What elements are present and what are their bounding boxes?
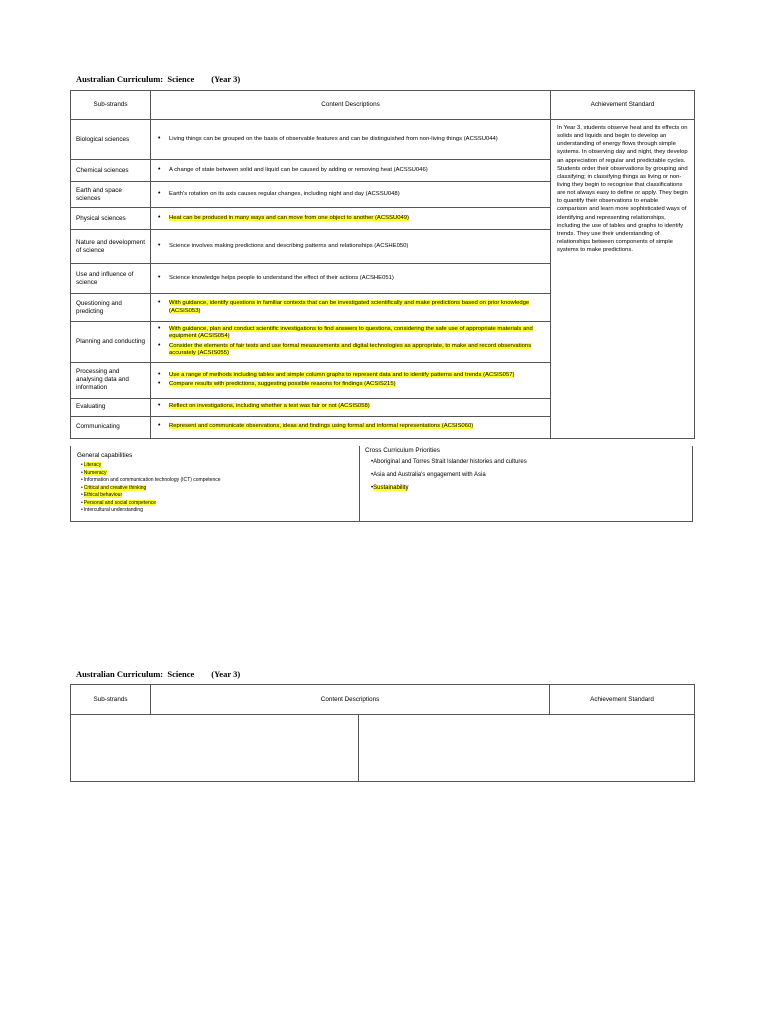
sub-strand-cell: Questioning and predicting (71, 294, 151, 322)
sub-strand-cell: Communicating (71, 416, 151, 438)
content-description-text: A change of state between solid and liquid can be caused by adding or removing heat (ACSSU046) (169, 166, 428, 173)
list-item-text: Literacy (83, 462, 102, 468)
content-description-text: Use a range of methods including tables and simple column graphs to represent data and to identify patterns and trends (ACSIS057) (169, 371, 515, 378)
content-description-text: Living things can be grouped on the basis of observable features and can be distinguished from non-living things (ACSSU044) (169, 135, 498, 142)
content-description-item (156, 136, 545, 143)
sub-strand-cell: Biological sciences (71, 120, 151, 160)
header-content-descriptions: Content Descriptions (151, 91, 551, 120)
sub-strand-cell: Nature and development of science (71, 230, 151, 264)
list-item-text: Ethical behaviour (83, 492, 123, 498)
cross-curriculum-heading: Cross Curriculum Priorities (365, 447, 440, 454)
sub-strand-cell: Earth and space sciences (71, 182, 151, 208)
content-description-item (156, 300, 545, 315)
list-item (81, 492, 353, 500)
sub-strand-cell: Planning and conducting (71, 322, 151, 363)
list-item (371, 485, 685, 491)
list-item (371, 459, 685, 465)
content-description-text: Science involves making predictions and describing patterns and relationships (ACSHE050) (169, 242, 409, 249)
header-sub-strands: Sub-strands (71, 685, 151, 715)
header-sub-strands: Sub-strands (71, 91, 151, 120)
list-item (81, 462, 353, 470)
content-description-text: Represent and communicate observations, ideas and findings using formal and informal representations (ACSIS060) (169, 423, 474, 430)
list-item (81, 477, 353, 485)
content-description-item (156, 275, 545, 282)
content-description-text: Compare results with predictions, suggesting possible reasons for findings (ACSIS215) (169, 381, 396, 387)
header-achievement-standard: Achievement Standard (550, 685, 695, 715)
content-description-item (156, 243, 545, 250)
section-divider (359, 446, 360, 521)
content-description-cell (151, 120, 551, 160)
list-item (81, 507, 353, 515)
empty-cell (359, 715, 695, 782)
list-item-text: Asia and Australia's engagement with Asia (373, 472, 486, 478)
cross-curriculum-list (365, 459, 685, 491)
content-description-text: Reflect on investigations, including whether a test was fair or not (ACSIS058) (169, 403, 370, 410)
sub-strand-cell: Physical sciences (71, 208, 151, 230)
curriculum-table (70, 90, 695, 439)
content-description-cell (151, 208, 551, 230)
sub-strand-cell: Evaluating (71, 398, 151, 416)
list-item (371, 472, 685, 478)
list-item (81, 470, 353, 478)
content-description-cell (151, 182, 551, 208)
table-header-row (71, 91, 695, 120)
list-item-text: Information and communication technology (ICT) competence (83, 477, 221, 483)
achievement-standard-text: In Year 3, students observe heat and its effects on solids and liquids and begin to develop an understanding of energy flows through simple systems. In observing day and night, they develop an appreciation of regular and predictable cycles. Students order their observations by grouping and classifying; in classifying things as living or non-living they begin to recognise that classifications are not always easy to define or apply. They begin to quantify their observations to enable comparison and learn more sophisticated ways of identifying and representing relationships, including the use of tables and graphs to identify trends. They use their understanding of relationships between components of simple systems to make predictions. (551, 120, 695, 439)
list-item-text: Numeracy (83, 469, 107, 476)
content-description-text: Science knowledge helps people to understand the effect of their actions (ACSHE051) (169, 274, 394, 281)
header-content-descriptions: Content Descriptions (151, 685, 550, 715)
content-description-cell (151, 416, 551, 438)
list-item-text: Intercultural understanding (83, 507, 143, 513)
content-description-item (156, 167, 545, 174)
content-description-item (156, 215, 545, 222)
content-description-cell (151, 160, 551, 182)
content-description-text: Earth's rotation on its axis causes regular changes, including night and day (ACSSU048) (169, 190, 400, 197)
content-description-item (156, 326, 545, 341)
content-description-item (156, 403, 545, 410)
content-description-text: Heat can be produced in many ways and can move from one object to another (ACSSU049) (169, 214, 410, 221)
cross-curriculum-priorities (365, 447, 685, 498)
content-description-cell (151, 230, 551, 264)
general-capabilities-heading: General capabilities (77, 452, 133, 459)
content-description-cell (151, 294, 551, 322)
content-description-cell (151, 362, 551, 398)
list-item-text: Sustainability (373, 485, 409, 491)
capabilities-section (70, 446, 693, 522)
list-item-text: Critical and creative thinking (83, 484, 147, 491)
general-capabilities (77, 452, 353, 515)
table-header-row (71, 685, 695, 715)
list-item (81, 485, 353, 493)
content-description-text: With guidance, identify questions in familiar contexts that can be investigated scientifically and make predictions based on prior knowledge (ACSIS053) (169, 300, 530, 314)
content-description-cell (151, 322, 551, 363)
empty-row (71, 715, 695, 782)
content-description-cell (151, 398, 551, 416)
content-description-item (156, 372, 545, 379)
content-description-item (156, 381, 545, 388)
list-item-text: Personal and social competence (83, 499, 157, 506)
curriculum-table-2 (70, 684, 695, 782)
content-description-item (156, 423, 545, 430)
sub-strand-cell: Processing and analysing data and information (71, 362, 151, 398)
table-row (71, 120, 695, 160)
content-description-text: Consider the elements of fair tests and use formal measurements and digital technologies as appropriate, to make and record observations accurately (ACSIS055) (169, 342, 532, 357)
general-capabilities-list (77, 462, 353, 515)
sub-strand-cell: Use and influence of science (71, 264, 151, 294)
list-item (81, 500, 353, 508)
page-title: Australian Curriculum: Science (Year 3) (76, 74, 241, 84)
content-description-text: With guidance, plan and conduct scientific investigations to find answers to questions, considering the safe use of appropriate materials and equipment (ACSIS054) (169, 326, 533, 340)
list-item-text: Aboriginal and Torres Strait Islander histories and cultures (373, 459, 527, 465)
content-description-cell (151, 264, 551, 294)
content-description-item (156, 191, 545, 198)
sub-strand-cell: Chemical sciences (71, 160, 151, 182)
page-title-2: Australian Curriculum: Science (Year 3) (76, 669, 241, 679)
header-achievement-standard: Achievement Standard (551, 91, 695, 120)
content-description-item (156, 343, 545, 358)
empty-cell (71, 715, 359, 782)
